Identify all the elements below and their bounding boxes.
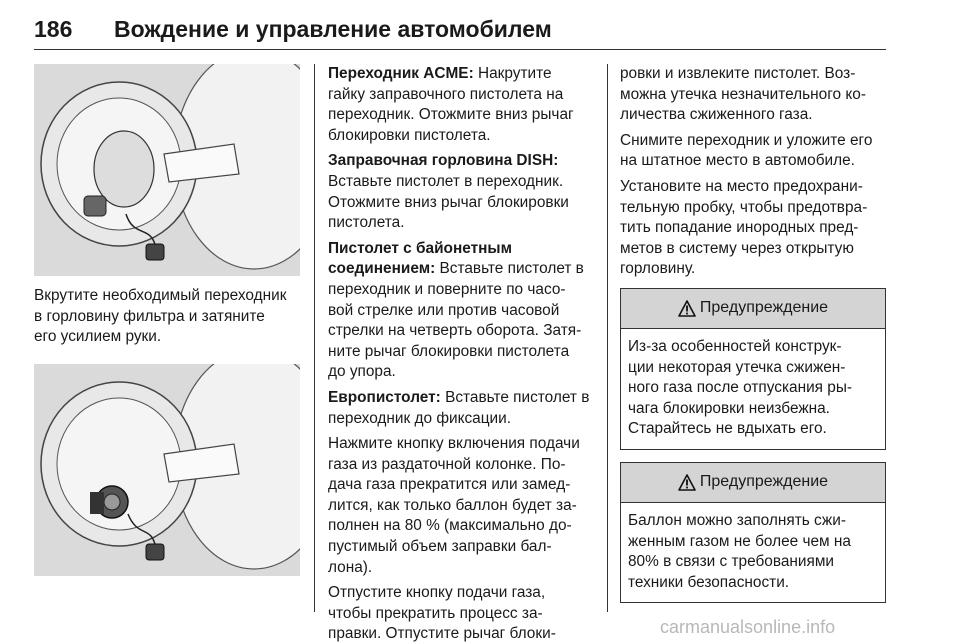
paragraph-dish: Заправочная горловина DISH: Вставьте пистолет в переходник. Отожмите вниз рычаг блокировки пистолета.	[328, 152, 569, 232]
column-divider-1	[314, 64, 315, 612]
heading-acme: Переходник ACME:	[328, 65, 474, 82]
page-header	[34, 16, 886, 50]
warning-text: Баллон можно заполнять сжи- женным газом не более чем на 80% в связи с требованиями техники безопасности.	[628, 511, 851, 591]
warning-header	[621, 289, 885, 329]
paragraph-remove-adapter: Снимите переходник и уложите его на штатное место в автомобиле.	[620, 131, 873, 170]
warning-header	[621, 463, 885, 503]
caption-line: его усилием руки.	[34, 328, 162, 346]
warning-title: Предупреждение	[699, 473, 829, 491]
warning-text: Из-за особенностей конструк- ции некоторая утечка сжижен- ного газа после отпускания ры- чага блокировки неизбежна. Старайтесь не вдыхать его.	[628, 337, 853, 438]
warning-box-1	[620, 288, 886, 450]
paragraph-euro: Европистолет: Вставьте пистолет в переходник до фиксации.	[328, 388, 590, 427]
heading-euro: Европистолет:	[328, 388, 441, 406]
column-3	[620, 64, 886, 603]
column-1	[34, 64, 300, 576]
page-number: 186	[34, 16, 73, 42]
adapter-illustration	[34, 364, 300, 576]
heading-bayonet-2: соединением:	[328, 260, 436, 278]
paragraph-install-cap: Установите на место предохрани- тельную пробку, чтобы предотвра- тить попадание инородных пред- метов в систему через открытую горловину.	[620, 177, 868, 278]
figure-adapter-installed	[34, 364, 300, 576]
warning-triangle-icon	[678, 474, 696, 491]
caption-line: Вкрутите необходимый переходник	[34, 287, 287, 304]
column-divider-2	[607, 64, 608, 612]
paragraph-acme: Переходник ACME: Накрутите гайку заправочного пистолета на переходник. Отожмите вниз рычаг блокировки пистолета.	[328, 65, 574, 144]
fuel-filler-illustration	[34, 64, 300, 276]
warning-title: Предупреждение	[699, 299, 829, 317]
paragraph-release: Отпустите кнопку подачи газа, чтобы прекратить процесс за- правки. Отпустите рычаг блоки-	[328, 584, 556, 642]
warning-box-2	[620, 462, 886, 603]
heading-dish: Заправочная горловина DISH:	[328, 152, 559, 170]
page-title: Вождение и управление автомобилем	[114, 16, 552, 42]
paragraph-continue: ровки и извлеките пистолет. Воз- можна утечка незначительного ко- личества сжиженного газа.	[620, 65, 866, 124]
heading-bayonet: Пистолет с байонетным	[328, 239, 512, 257]
warning-triangle-icon	[678, 300, 696, 317]
watermark: carmanualsonline.info	[660, 617, 836, 637]
caption-line: в горловину фильтра и затяните	[34, 307, 265, 325]
figure-fuel-filler-cap	[34, 64, 300, 276]
paragraph-press: Нажмите кнопку включения подачи газа из раздаточной колонке. По- дача газа прекратится или замед- лится, как только баллон будет за- полнен на 80 % (максимально до- пустимый объем заправки бал- лона).	[328, 435, 580, 576]
column-2	[328, 64, 596, 642]
paragraph-bayonet: Пистолет с байонетным соединением: Вставьте пистолет в переходник и поверните по часо- вой стрелке или против часовой стрелки на четверть оборота. Затя- ните рычаг блокировки пистолета до упора.	[328, 239, 584, 381]
